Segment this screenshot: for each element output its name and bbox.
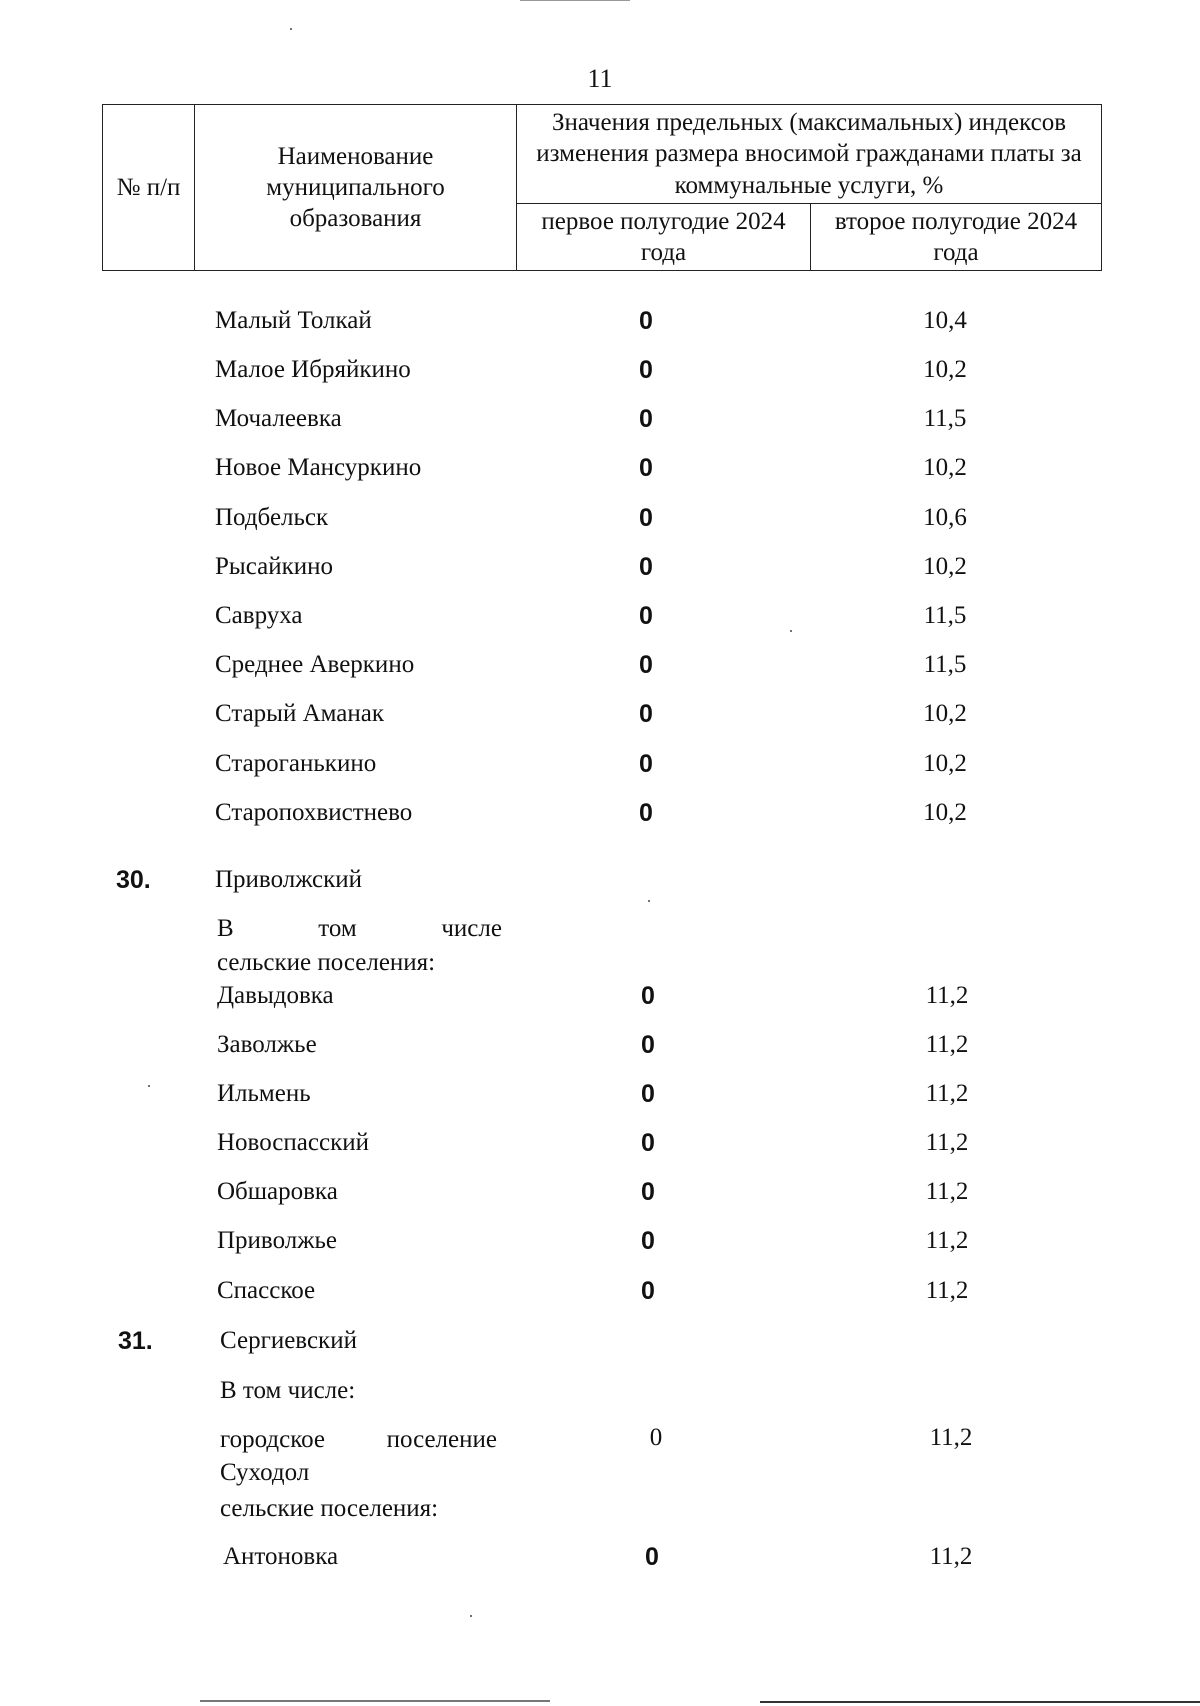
row-first-half-value: 0 — [639, 356, 653, 384]
rural-settlements-caption: сельские поселения: — [217, 949, 436, 976]
row-second-half-value: 10,2 — [923, 799, 967, 826]
row-second-half-value: 11,2 — [929, 1424, 973, 1451]
table-row — [0, 1031, 1200, 1067]
row-name: Старый Аманак — [215, 700, 385, 727]
row-first-half-value: 0 — [639, 602, 653, 630]
table-row — [0, 1543, 1200, 1579]
row-name: Среднее Аверкино — [215, 651, 415, 678]
including-caption: В том числе: — [220, 1377, 356, 1404]
row-first-half-value: 0 — [639, 651, 653, 679]
row-name: Приволжье — [217, 1227, 337, 1254]
row-first-half-value: 0 — [641, 982, 655, 1010]
table-row — [0, 1080, 1200, 1116]
row-first-half-value: 0 — [639, 454, 653, 482]
row-name: Малое Ибряйкино — [215, 356, 411, 383]
row-name: Подбельск — [215, 504, 329, 531]
header-name-cell: Наименование муниципального образования — [195, 105, 517, 271]
table-row — [0, 405, 1200, 441]
row-second-half-value: 11,2 — [925, 1277, 969, 1304]
row-first-half-value: 0 — [641, 1080, 655, 1108]
row-second-half-value: 11,2 — [929, 1543, 973, 1570]
table-row — [0, 454, 1200, 490]
district-number: 30. — [116, 866, 151, 894]
row-first-half-value: 0 — [641, 1277, 655, 1305]
row-name: Старопохвистнево — [215, 799, 413, 826]
header-second-half-cell: второе полугодие 2024 года — [811, 203, 1102, 271]
row-name: Спасское — [217, 1277, 316, 1304]
table-row — [0, 651, 1200, 687]
row-first-half-value: 0 — [641, 1129, 655, 1157]
row-second-half-value: 11,2 — [925, 1080, 969, 1107]
table-row — [0, 982, 1200, 1018]
row-name: Заволжье — [217, 1031, 317, 1058]
district-row — [0, 866, 1200, 902]
header-values-cell: Значения предельных (максимальных) индексов изменения размера вносимой гражданами платы за коммунальные услуги, % — [517, 105, 1102, 204]
row-second-half-value: 11,5 — [923, 651, 967, 678]
header-first-half-cell: первое полугодие 2024 года — [517, 203, 811, 271]
row-first-half-value: 0 — [641, 1227, 655, 1255]
urban-word: поселение — [386, 1426, 497, 1453]
row-first-half-value: 0 — [649, 1424, 663, 1451]
including-word: том — [318, 915, 357, 942]
row-second-half-value: 10,4 — [923, 307, 967, 334]
row-first-half-value: 0 — [639, 307, 653, 335]
row-second-half-value: 11,2 — [925, 982, 969, 1009]
scan-edge-bottom-right — [760, 1701, 1200, 1703]
rural-settlements-caption: сельские поселения: — [220, 1495, 439, 1522]
including-caption — [217, 915, 502, 943]
row-first-half-value: 0 — [639, 700, 653, 728]
row-name: Ильмень — [217, 1080, 311, 1107]
row-second-half-value: 10,2 — [923, 356, 967, 383]
table-row — [0, 602, 1200, 638]
urban-word: городское — [220, 1426, 326, 1453]
scan-speck — [290, 28, 292, 30]
table-row — [0, 1227, 1200, 1263]
header-number-cell: № п/п — [103, 105, 195, 271]
row-first-half-value: 0 — [639, 799, 653, 827]
row-second-half-value: 10,6 — [923, 504, 967, 531]
table-row — [0, 1277, 1200, 1313]
row-second-half-value: 11,2 — [925, 1227, 969, 1254]
row-name: Новоспасский — [217, 1129, 369, 1156]
table-row — [0, 307, 1200, 343]
table-row — [0, 356, 1200, 392]
row-second-half-value: 10,2 — [923, 553, 967, 580]
row-name: Антоновка — [223, 1543, 339, 1570]
row-first-half-value: 0 — [639, 553, 653, 581]
row-name: Новое Мансуркино — [215, 454, 422, 481]
row-second-half-value: 10,2 — [923, 700, 967, 727]
district-row — [0, 1327, 1200, 1363]
page-number: 11 — [587, 64, 613, 93]
row-second-half-value: 11,5 — [923, 602, 967, 629]
district-name: Сергиевский — [220, 1327, 357, 1354]
table-row — [0, 1129, 1200, 1165]
table-row — [0, 1424, 1200, 1460]
scan-edge-top — [520, 0, 630, 1]
table-row — [0, 504, 1200, 540]
row-name: Мочалеевка — [215, 405, 342, 432]
row-second-half-value: 11,5 — [923, 405, 967, 432]
row-first-half-value: 0 — [639, 750, 653, 778]
row-second-half-value: 10,2 — [923, 750, 967, 777]
row-name: Обшаровка — [217, 1178, 338, 1205]
scan-speck — [470, 1615, 472, 1617]
row-first-half-value: 0 — [639, 405, 653, 433]
district-number: 31. — [118, 1327, 153, 1355]
row-second-half-value: 11,2 — [925, 1178, 969, 1205]
row-second-half-value: 11,2 — [925, 1031, 969, 1058]
row-name: Давыдовка — [217, 982, 334, 1009]
table-row — [0, 1178, 1200, 1214]
row-first-half-value: 0 — [639, 504, 653, 532]
table-row — [0, 799, 1200, 835]
table-row — [0, 553, 1200, 589]
scan-edge-bottom-left — [200, 1700, 550, 1702]
row-second-half-value: 10,2 — [923, 454, 967, 481]
row-first-half-value: 0 — [645, 1543, 659, 1571]
table-row — [0, 750, 1200, 786]
row-name: Савруха — [215, 602, 303, 629]
row-second-half-value: 11,2 — [925, 1129, 969, 1156]
including-word: числе — [441, 915, 502, 942]
urban-settlement-name: Суходол — [220, 1459, 310, 1486]
row-name: Рысайкино — [215, 553, 333, 580]
table-header — [102, 104, 1102, 271]
row-first-half-value: 0 — [641, 1178, 655, 1206]
table-row — [0, 700, 1200, 736]
row-name: Малый Толкай — [215, 307, 372, 334]
district-name: Приволжский — [215, 866, 363, 893]
including-word: В — [217, 915, 234, 942]
row-first-half-value: 0 — [641, 1031, 655, 1059]
row-name: Староганькино — [215, 750, 377, 777]
